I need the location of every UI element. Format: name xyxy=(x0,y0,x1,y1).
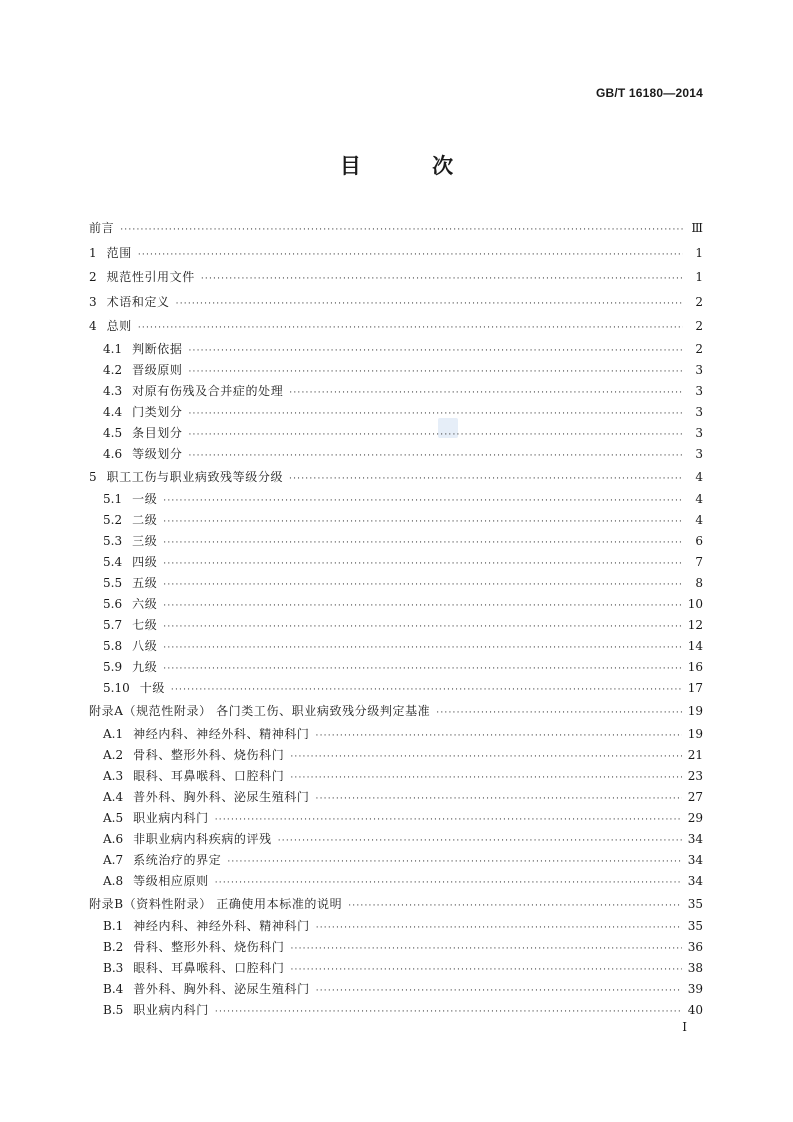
toc-leader-dots xyxy=(201,267,683,292)
toc-entry[interactable] xyxy=(89,745,703,766)
toc-entry-label: 眼科、耳鼻喉科、口腔科门 xyxy=(133,961,285,975)
toc-leader-dots xyxy=(163,554,683,575)
toc-entry-page: 12 xyxy=(687,618,703,632)
toc-entry-page: 34 xyxy=(687,831,703,846)
table-of-contents xyxy=(89,216,703,1021)
toc-leader-dots xyxy=(138,243,683,268)
toc-entry-number: A.2 xyxy=(103,747,124,762)
toc-entry-page: 4 xyxy=(695,492,703,506)
toc-leader-dots xyxy=(189,362,684,383)
toc-entry[interactable] xyxy=(89,510,703,531)
toc-entry[interactable] xyxy=(89,958,703,979)
toc-entry[interactable] xyxy=(89,360,703,381)
toc-leader-dots xyxy=(316,726,682,747)
toc-entry-label: 六级 xyxy=(132,597,158,611)
standard-code: GB/T 16180—2014 xyxy=(595,86,703,100)
toc-leader-dots xyxy=(278,831,682,852)
toc-leader-dots xyxy=(163,638,681,659)
toc-entry[interactable] xyxy=(89,552,703,573)
toc-entry-label: 普外科、胸外科、泌尿生殖科门 xyxy=(133,982,310,996)
toc-leader-dots xyxy=(176,292,683,317)
toc-entry-label: 前言 xyxy=(89,221,115,235)
toc-entry-label: 非职业病内科疾病的评残 xyxy=(133,831,272,846)
toc-entry-label: 术语和定义 xyxy=(106,294,170,309)
toc-entry-label: 眼科、耳鼻喉科、口腔科门 xyxy=(133,768,285,783)
toc-entry-number: B.5 xyxy=(103,1003,124,1017)
toc-entry-page: 3 xyxy=(695,404,703,419)
toc-entry[interactable] xyxy=(89,1000,703,1021)
toc-entry-label: 范围 xyxy=(106,245,132,260)
toc-entry-label: 判断依据 xyxy=(132,341,183,356)
toc-entry-number: B.3 xyxy=(103,961,124,975)
toc-entry[interactable] xyxy=(89,615,703,636)
toc-entry-label: 职业病内科门 xyxy=(133,810,209,825)
toc-entry-number: 5.2 xyxy=(103,513,123,527)
toc-leader-dots xyxy=(163,512,683,533)
toc-entry-label: 对原有伤残及合并症的处理 xyxy=(132,383,284,398)
toc-leader-dots xyxy=(436,701,681,726)
toc-leader-dots xyxy=(215,1002,682,1023)
toc-entry-number: 4.6 xyxy=(103,446,123,461)
toc-entry-label: 职业病内科门 xyxy=(133,1003,209,1017)
toc-entry-label: 骨科、整形外科、烧伤科门 xyxy=(133,940,285,954)
toc-entry[interactable] xyxy=(89,265,703,290)
toc-entry[interactable] xyxy=(89,699,703,724)
toc-entry-number: B.4 xyxy=(103,982,124,996)
toc-entry-page: 3 xyxy=(695,425,703,440)
toc-entry-number: 3 xyxy=(89,294,97,309)
toc-leader-dots xyxy=(163,533,683,554)
toc-leader-dots xyxy=(163,491,683,512)
toc-entry[interactable] xyxy=(89,423,703,444)
toc-entry-label: 附录B（资料性附录） 正确使用本标准的说明 xyxy=(89,896,343,911)
toc-entry[interactable] xyxy=(89,979,703,1000)
toc-leader-dots xyxy=(290,939,681,960)
toc-entry-number: B.2 xyxy=(103,940,124,954)
toc-entry-page: 8 xyxy=(695,576,703,590)
toc-entry-page: 3 xyxy=(695,383,703,398)
toc-entry-number: A.4 xyxy=(103,789,124,804)
toc-entry-page: 3 xyxy=(695,362,703,377)
toc-entry-number: 4.4 xyxy=(103,404,123,419)
toc-entry-label: 一级 xyxy=(132,492,158,506)
toc-entry-page: 16 xyxy=(687,660,703,674)
toc-entry-page: 35 xyxy=(687,896,703,911)
toc-entry[interactable] xyxy=(89,465,703,490)
toc-entry-label: 七级 xyxy=(132,618,158,632)
toc-entry-page: 27 xyxy=(687,789,703,804)
toc-entry-label: 神经内科、神经外科、精神科门 xyxy=(133,726,310,741)
toc-entry-page: 4 xyxy=(695,469,703,484)
toc-entry-page: 29 xyxy=(687,810,703,825)
toc-entry[interactable] xyxy=(89,787,703,808)
toc-entry-number: 4.3 xyxy=(103,383,123,398)
toc-leader-dots xyxy=(163,596,681,617)
toc-leader-dots xyxy=(163,575,683,596)
toc-entry[interactable] xyxy=(89,657,703,678)
toc-leader-dots xyxy=(163,659,681,680)
toc-entry-number: A.3 xyxy=(103,768,124,783)
toc-leader-dots xyxy=(227,852,681,873)
toc-entry[interactable] xyxy=(89,871,703,892)
toc-leader-dots xyxy=(189,404,684,425)
toc-entry-number: 4.5 xyxy=(103,425,123,440)
toc-leader-dots xyxy=(290,747,681,768)
toc-entry[interactable] xyxy=(89,444,703,465)
toc-entry[interactable] xyxy=(89,594,703,615)
toc-entry-number: B.1 xyxy=(103,919,124,933)
toc-entry-number: 5.3 xyxy=(103,534,123,548)
toc-leader-dots xyxy=(316,981,682,1002)
toc-entry-label: 晋级原则 xyxy=(132,362,183,377)
toc-entry-page: 40 xyxy=(687,1003,703,1017)
toc-entry-number: 5.5 xyxy=(103,576,123,590)
toc-entry-label: 五级 xyxy=(132,576,158,590)
toc-entry-number: A.1 xyxy=(103,726,124,741)
toc-entry[interactable] xyxy=(89,850,703,871)
toc-entry-label: 八级 xyxy=(132,639,158,653)
toc-entry[interactable] xyxy=(89,916,703,937)
toc-entry[interactable] xyxy=(89,892,703,917)
toc-entry-label: 系统治疗的界定 xyxy=(133,852,222,867)
toc-entry[interactable] xyxy=(89,489,703,510)
toc-entry[interactable] xyxy=(89,314,703,339)
toc-entry-label: 三级 xyxy=(132,534,158,548)
toc-entry[interactable] xyxy=(89,829,703,850)
toc-entry-page: 2 xyxy=(695,294,703,309)
toc-entry-page: 21 xyxy=(687,747,703,762)
toc-entry-number: 5.8 xyxy=(103,639,123,653)
page-number: I xyxy=(682,1020,687,1034)
toc-entry-label: 总则 xyxy=(106,319,132,333)
toc-entry-number: 5.6 xyxy=(103,597,123,611)
toc-entry-number: 5.9 xyxy=(103,660,123,674)
toc-leader-dots xyxy=(189,446,684,467)
toc-entry-number: A.5 xyxy=(103,810,124,825)
toc-entry-label: 附录A（规范性附录） 各门类工伤、职业病致残分级判定基准 xyxy=(89,704,431,718)
toc-entry[interactable] xyxy=(89,573,703,594)
toc-entry-page: 2 xyxy=(695,341,703,356)
toc-entry-page: 38 xyxy=(687,961,703,975)
toc-entry[interactable] xyxy=(89,766,703,787)
toc-leader-dots xyxy=(215,810,682,831)
toc-entry-label: 职工工伤与职业病致残等级分级 xyxy=(106,469,284,484)
toc-leader-dots xyxy=(189,341,684,362)
toc-entry-label: 十级 xyxy=(139,681,165,695)
toc-entry-number: 4 xyxy=(89,319,97,333)
toc-entry-label: 二级 xyxy=(132,513,158,527)
toc-entry-page: Ⅲ xyxy=(691,221,703,235)
toc-entry-page: 35 xyxy=(687,919,703,933)
toc-entry[interactable] xyxy=(89,381,703,402)
toc-entry-page: 36 xyxy=(687,940,703,954)
toc-entry[interactable] xyxy=(89,290,703,315)
toc-entry[interactable] xyxy=(89,339,703,360)
toc-entry-number: 4.1 xyxy=(103,341,123,356)
toc-entry-page: 2 xyxy=(695,319,703,333)
toc-entry[interactable] xyxy=(89,531,703,552)
toc-entry[interactable] xyxy=(89,937,703,958)
toc-leader-dots xyxy=(215,873,682,894)
toc-entry-page: 10 xyxy=(687,597,703,611)
toc-entry-page: 34 xyxy=(687,873,703,888)
toc-entry-number: 5.7 xyxy=(103,618,123,632)
toc-entry-label: 神经内科、神经外科、精神科门 xyxy=(133,919,310,933)
toc-entry[interactable] xyxy=(89,402,703,423)
toc-entry-number: 5.1 xyxy=(103,492,123,506)
toc-entry-number: 5 xyxy=(89,469,97,484)
toc-leader-dots xyxy=(348,894,681,919)
toc-entry-number: 4.2 xyxy=(103,362,123,377)
toc-entry-page: 6 xyxy=(695,534,703,548)
toc-entry-label: 等级划分 xyxy=(132,446,183,461)
toc-leader-dots xyxy=(289,383,683,404)
toc-entry-label: 门类划分 xyxy=(132,404,183,419)
toc-entry[interactable] xyxy=(89,724,703,745)
toc-leader-dots xyxy=(138,316,683,341)
toc-entry[interactable] xyxy=(89,636,703,657)
toc-entry[interactable] xyxy=(89,216,703,241)
page-title: 目 次 xyxy=(339,153,486,178)
toc-leader-dots xyxy=(120,218,683,243)
toc-entry-number: A.8 xyxy=(103,873,124,888)
toc-entry-label: 骨科、整形外科、烧伤科门 xyxy=(133,747,285,762)
toc-entry-page: 1 xyxy=(695,245,703,260)
toc-entry-page: 19 xyxy=(687,726,703,741)
toc-entry-page: 19 xyxy=(687,704,703,718)
toc-leader-dots xyxy=(163,617,681,638)
toc-entry-page: 3 xyxy=(695,446,703,461)
toc-entry-label: 规范性引用文件 xyxy=(106,270,195,284)
toc-entry[interactable] xyxy=(89,241,703,266)
toc-entry-number: A.6 xyxy=(103,831,124,846)
toc-entry-label: 普外科、胸外科、泌尿生殖科门 xyxy=(133,789,310,804)
toc-entry-number: 2 xyxy=(89,270,97,284)
toc-entry-label: 九级 xyxy=(132,660,158,674)
toc-entry[interactable] xyxy=(89,678,703,699)
toc-entry-page: 34 xyxy=(687,852,703,867)
toc-entry-label: 条目划分 xyxy=(132,425,183,440)
toc-entry-page: 4 xyxy=(695,513,703,527)
toc-leader-dots xyxy=(316,918,682,939)
toc-leader-dots xyxy=(189,425,684,446)
toc-entry-page: 17 xyxy=(687,681,703,695)
toc-leader-dots xyxy=(290,960,681,981)
toc-entry-page: 39 xyxy=(687,982,703,996)
toc-leader-dots xyxy=(290,768,681,789)
toc-entry-page: 1 xyxy=(695,270,703,284)
toc-entry-number: A.7 xyxy=(103,852,124,867)
toc-entry-number: 1 xyxy=(89,245,97,260)
toc-entry[interactable] xyxy=(89,808,703,829)
toc-entry-number: 5.10 xyxy=(103,681,130,695)
toc-entry-label: 等级相应原则 xyxy=(133,873,209,888)
toc-entry-page: 23 xyxy=(687,768,703,783)
toc-entry-page: 14 xyxy=(687,639,703,653)
toc-leader-dots xyxy=(289,467,683,492)
toc-leader-dots xyxy=(171,680,682,701)
toc-leader-dots xyxy=(316,789,682,810)
toc-entry-number: 5.4 xyxy=(103,555,123,569)
toc-entry-page: 7 xyxy=(695,555,703,569)
toc-entry-label: 四级 xyxy=(132,555,158,569)
